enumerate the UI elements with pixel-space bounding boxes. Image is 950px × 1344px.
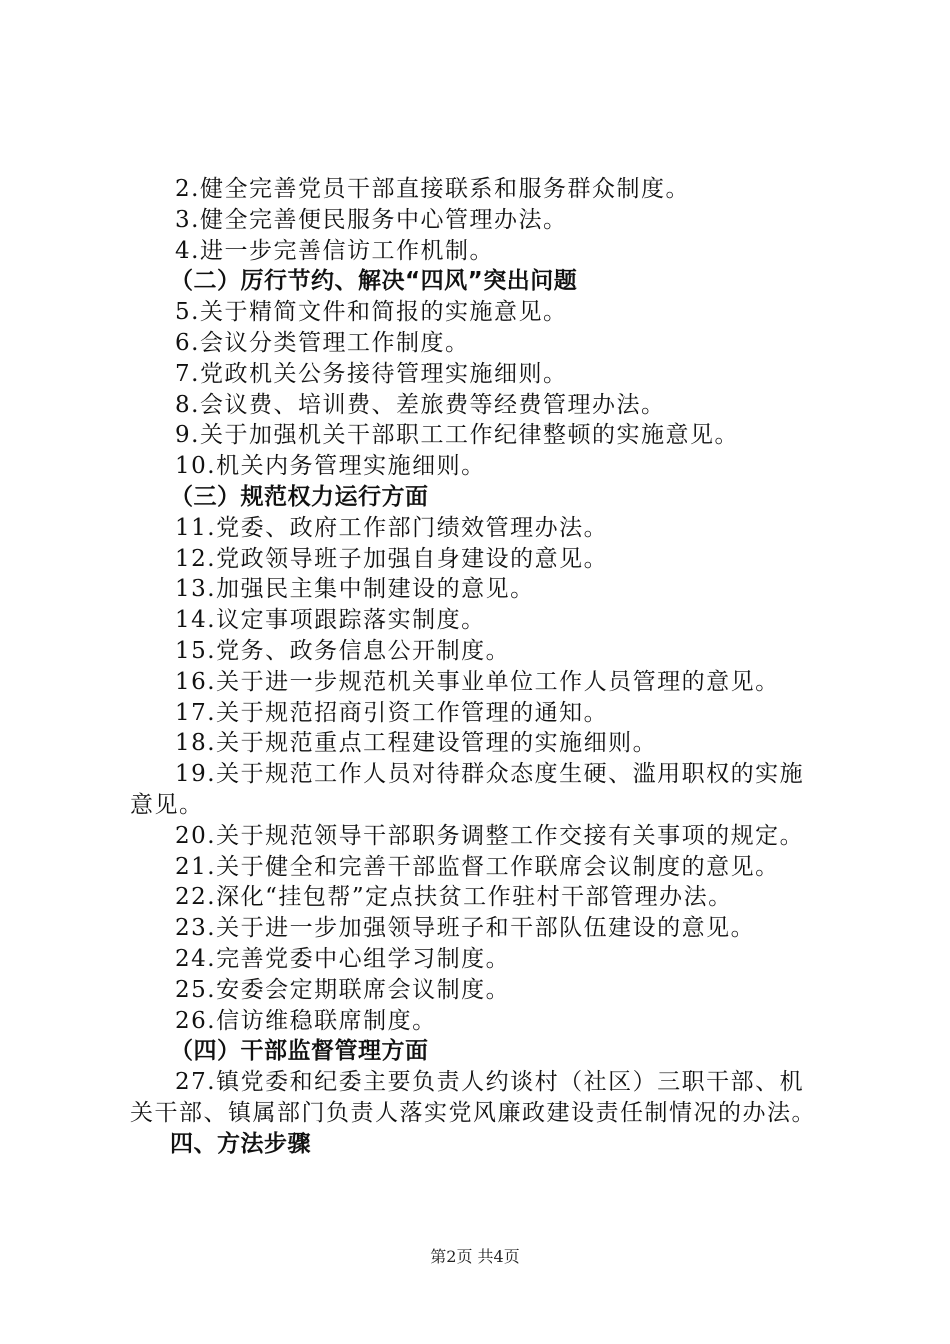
list-item: 16.关于进一步规范机关事业单位工作人员管理的意见。 bbox=[175, 668, 780, 695]
list-item: 11.党委、政府工作部门绩效管理办法。 bbox=[175, 514, 609, 541]
list-item: 4.进一步完善信访工作机制。 bbox=[175, 237, 494, 264]
list-item: 14.议定事项跟踪落实制度。 bbox=[175, 607, 486, 634]
list-item: 25.安委会定期联席会议制度。 bbox=[175, 976, 511, 1003]
list-item: 8.会议费、培训费、差旅费等经费管理办法。 bbox=[175, 391, 666, 418]
list-item: 12.党政领导班子加强自身建设的意见。 bbox=[175, 545, 609, 572]
list-item: 24.完善党委中心组学习制度。 bbox=[175, 945, 511, 972]
list-item: 17.关于规范招商引资工作管理的通知。 bbox=[175, 699, 609, 726]
list-item: 21.关于健全和完善干部监督工作联席会议制度的意见。 bbox=[175, 853, 780, 880]
list-item: 2.健全完善党员干部直接联系和服务群众制度。 bbox=[175, 176, 690, 202]
list-item: 9.关于加强机关干部职工工作纪律整顿的实施意见。 bbox=[175, 422, 739, 449]
list-item: 20.关于规范领导干部职务调整工作交接有关事项的规定。 bbox=[175, 822, 805, 849]
section-heading: （二）厉行节约、解决“四风”突出问题 bbox=[170, 268, 578, 295]
list-item: 19.关于规范工作人员对待群众态度生硬、滥用职权的实施 bbox=[175, 761, 805, 788]
list-item: 23.关于进一步加强领导班子和干部队伍建设的意见。 bbox=[175, 915, 756, 942]
list-item: 7.党政机关公务接待管理实施细则。 bbox=[175, 360, 568, 387]
section-heading: 四、方法步骤 bbox=[170, 1130, 311, 1157]
list-item: 22.深化“挂包帮”定点扶贫工作驻村干部管理办法。 bbox=[175, 884, 733, 911]
list-item: 5.关于精简文件和简报的实施意见。 bbox=[175, 299, 568, 326]
document-body bbox=[130, 174, 830, 1160]
list-item: 18.关于规范重点工程建设管理的实施细则。 bbox=[175, 730, 658, 757]
section-heading: （四）干部监督管理方面 bbox=[170, 1038, 429, 1065]
list-item: 26.信访维稳联席制度。 bbox=[175, 1007, 437, 1034]
list-item: 3.健全完善便民服务中心管理办法。 bbox=[175, 206, 568, 233]
page-footer: 第2页 共4页 bbox=[430, 1247, 520, 1266]
list-item: 13.加强民主集中制建设的意见。 bbox=[175, 576, 535, 603]
continuation-line: 意见。 bbox=[130, 791, 204, 818]
section-heading: （三）规范权力运行方面 bbox=[170, 483, 429, 510]
continuation-line: 关干部、镇属部门负责人落实党风廉政建设责任制情况的办法。 bbox=[130, 1099, 816, 1126]
list-item: 27.镇党委和纪委主要负责人约谈村（社区）三职干部、机 bbox=[175, 1069, 805, 1096]
list-item: 15.党务、政务信息公开制度。 bbox=[175, 637, 511, 664]
list-item: 10.机关内务管理实施细则。 bbox=[175, 453, 486, 480]
list-item: 6.会议分类管理工作制度。 bbox=[175, 329, 470, 356]
